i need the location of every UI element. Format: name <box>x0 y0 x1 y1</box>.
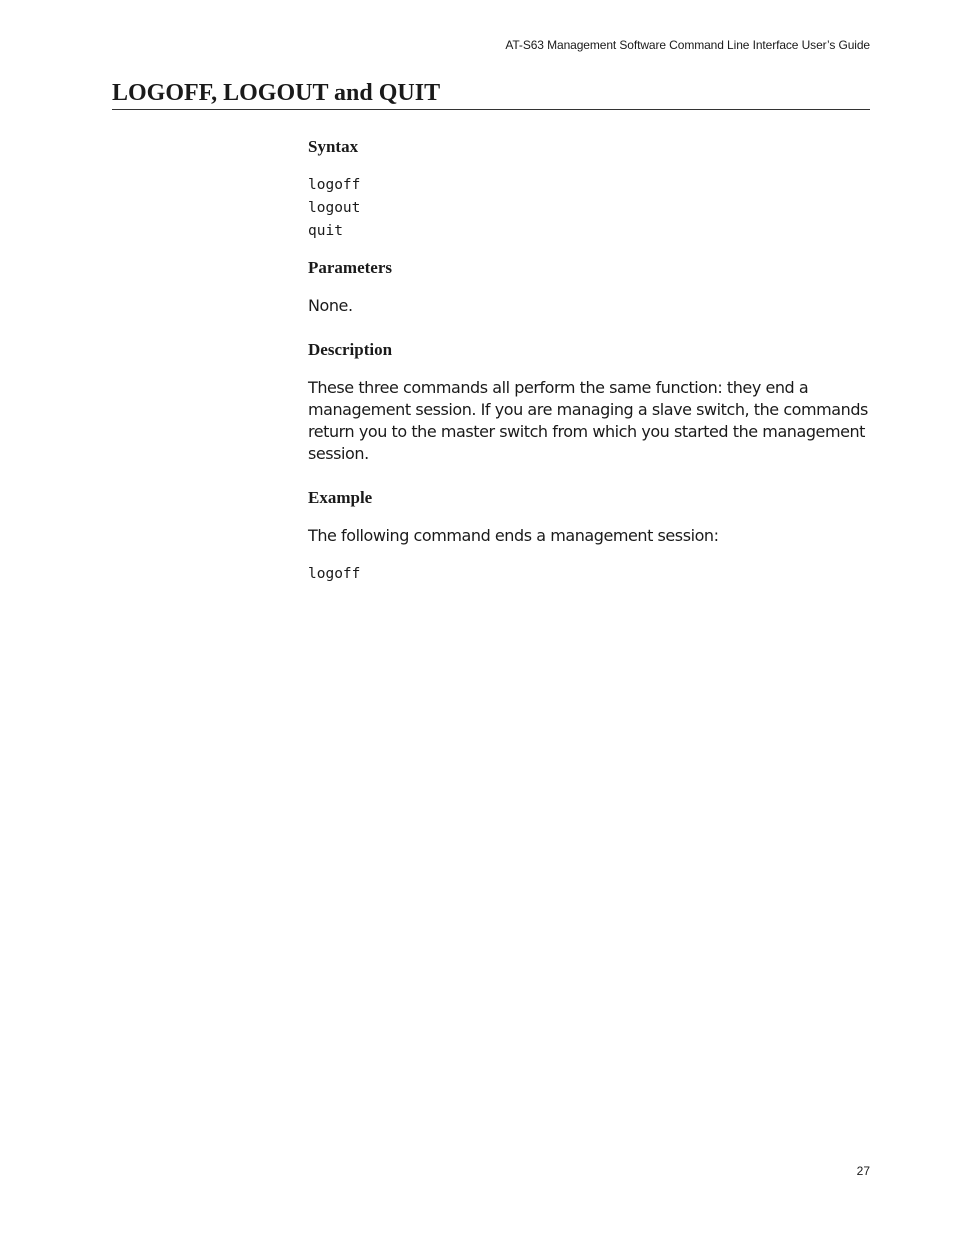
syntax-heading: Syntax <box>308 137 359 156</box>
parameters-heading: Parameters <box>308 258 393 277</box>
syntax-line-quit: quit <box>308 223 343 239</box>
example-code-line: logoff <box>308 566 361 582</box>
syntax-code-block <box>308 174 870 243</box>
running-header: AT-S63 Management Software Command Line Interface User’s Guide <box>505 38 870 52</box>
title-rule <box>112 109 870 110</box>
syntax-line-logout: logout <box>308 200 361 216</box>
parameters-text: None. <box>308 296 353 315</box>
syntax-line-logoff: logoff <box>308 177 361 193</box>
description-text: These three commands all perform the same function: they end a management session. If you are managing a slave switch, the commands return you to the master switch from which you started the management session. <box>308 378 868 463</box>
command-reference-content <box>308 136 870 586</box>
page-number: 27 <box>856 1164 870 1178</box>
example-heading: Example <box>308 488 373 507</box>
description-heading: Description <box>308 340 393 359</box>
example-text: The following command ends a management session: <box>308 526 719 545</box>
page-title: LOGOFF, LOGOUT and QUIT <box>112 80 441 106</box>
example-code-block <box>308 563 870 586</box>
